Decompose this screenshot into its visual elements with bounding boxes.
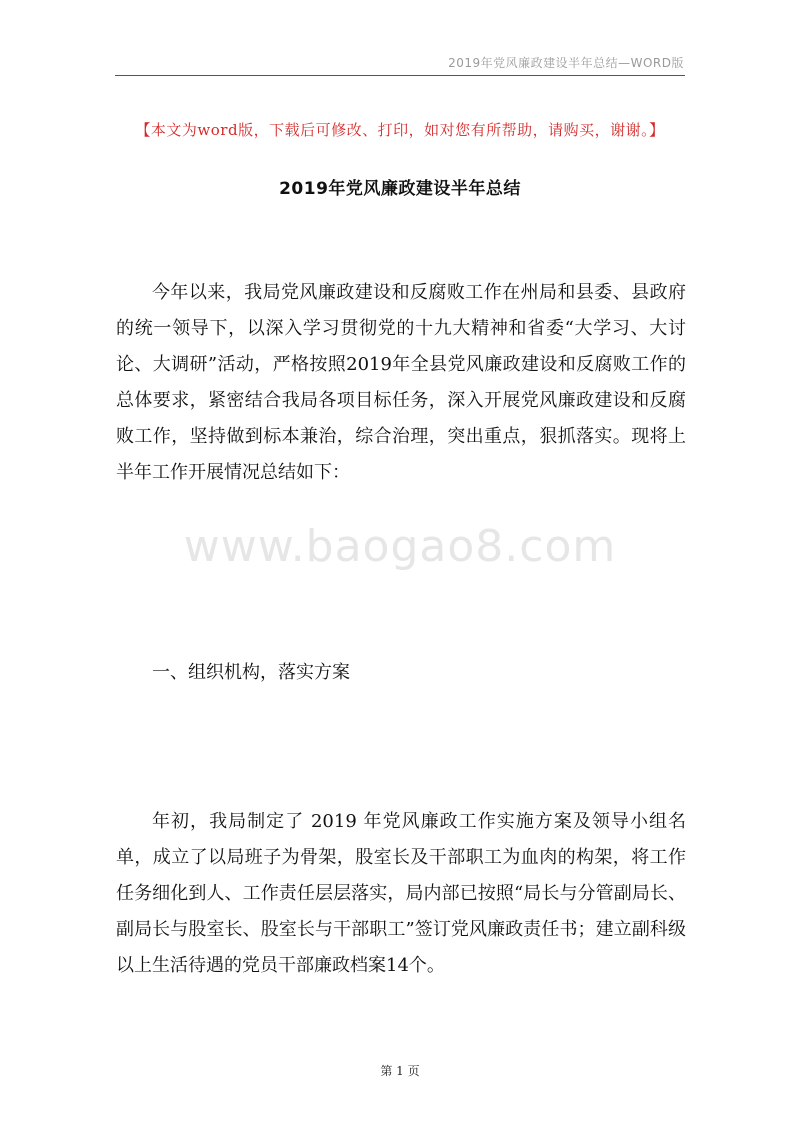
intro-paragraph: 今年以来，我局党风廉政建设和反腐败工作在州局和县委、县政府的统一领导下，以深入学习贯彻党的十九大精神和省委“大学习、大讨论、大调研”活动，严格按照2019年全县党风廉政建设和反腐败工作的总体要求，紧密结合我局各项目标任务，深入开展党风廉政建设和反腐败工作，坚持做到标本兼治，综合治理，突出重点，狠抓落实。现将上半年工作开展情况总结如下： [116,282,686,483]
site-watermark: www.baogao8.com [183,521,617,572]
section-1-paragraph: 年初，我局制定了 2019 年党风廉政工作实施方案及领导小组名单，成立了以局班子为骨架，股室长及干部职工为血肉的构架，将工作任务细化到人、工作责任层层落实，局内部已按照“局长与分管副局长、副局长与股室长、股室长与干部职工”签订党风廉政责任书；建立副科级以上生活待遇的党员干部廉政档案14个。 [116,811,686,976]
document-title: 2019年党风廉政建设半年总结 [279,179,521,199]
page-number: 第 1 页 [380,1064,420,1078]
header-divider [115,75,685,76]
purchase-notice: 【本文为word版，下载后可修改、打印，如对您有所帮助，请购买，谢谢。】 [135,121,665,139]
section-heading-1: 一、组织机构，落实方案 [152,662,350,683]
running-header: 2019年党风廉政建设半年总结—WORD版 [448,56,684,70]
